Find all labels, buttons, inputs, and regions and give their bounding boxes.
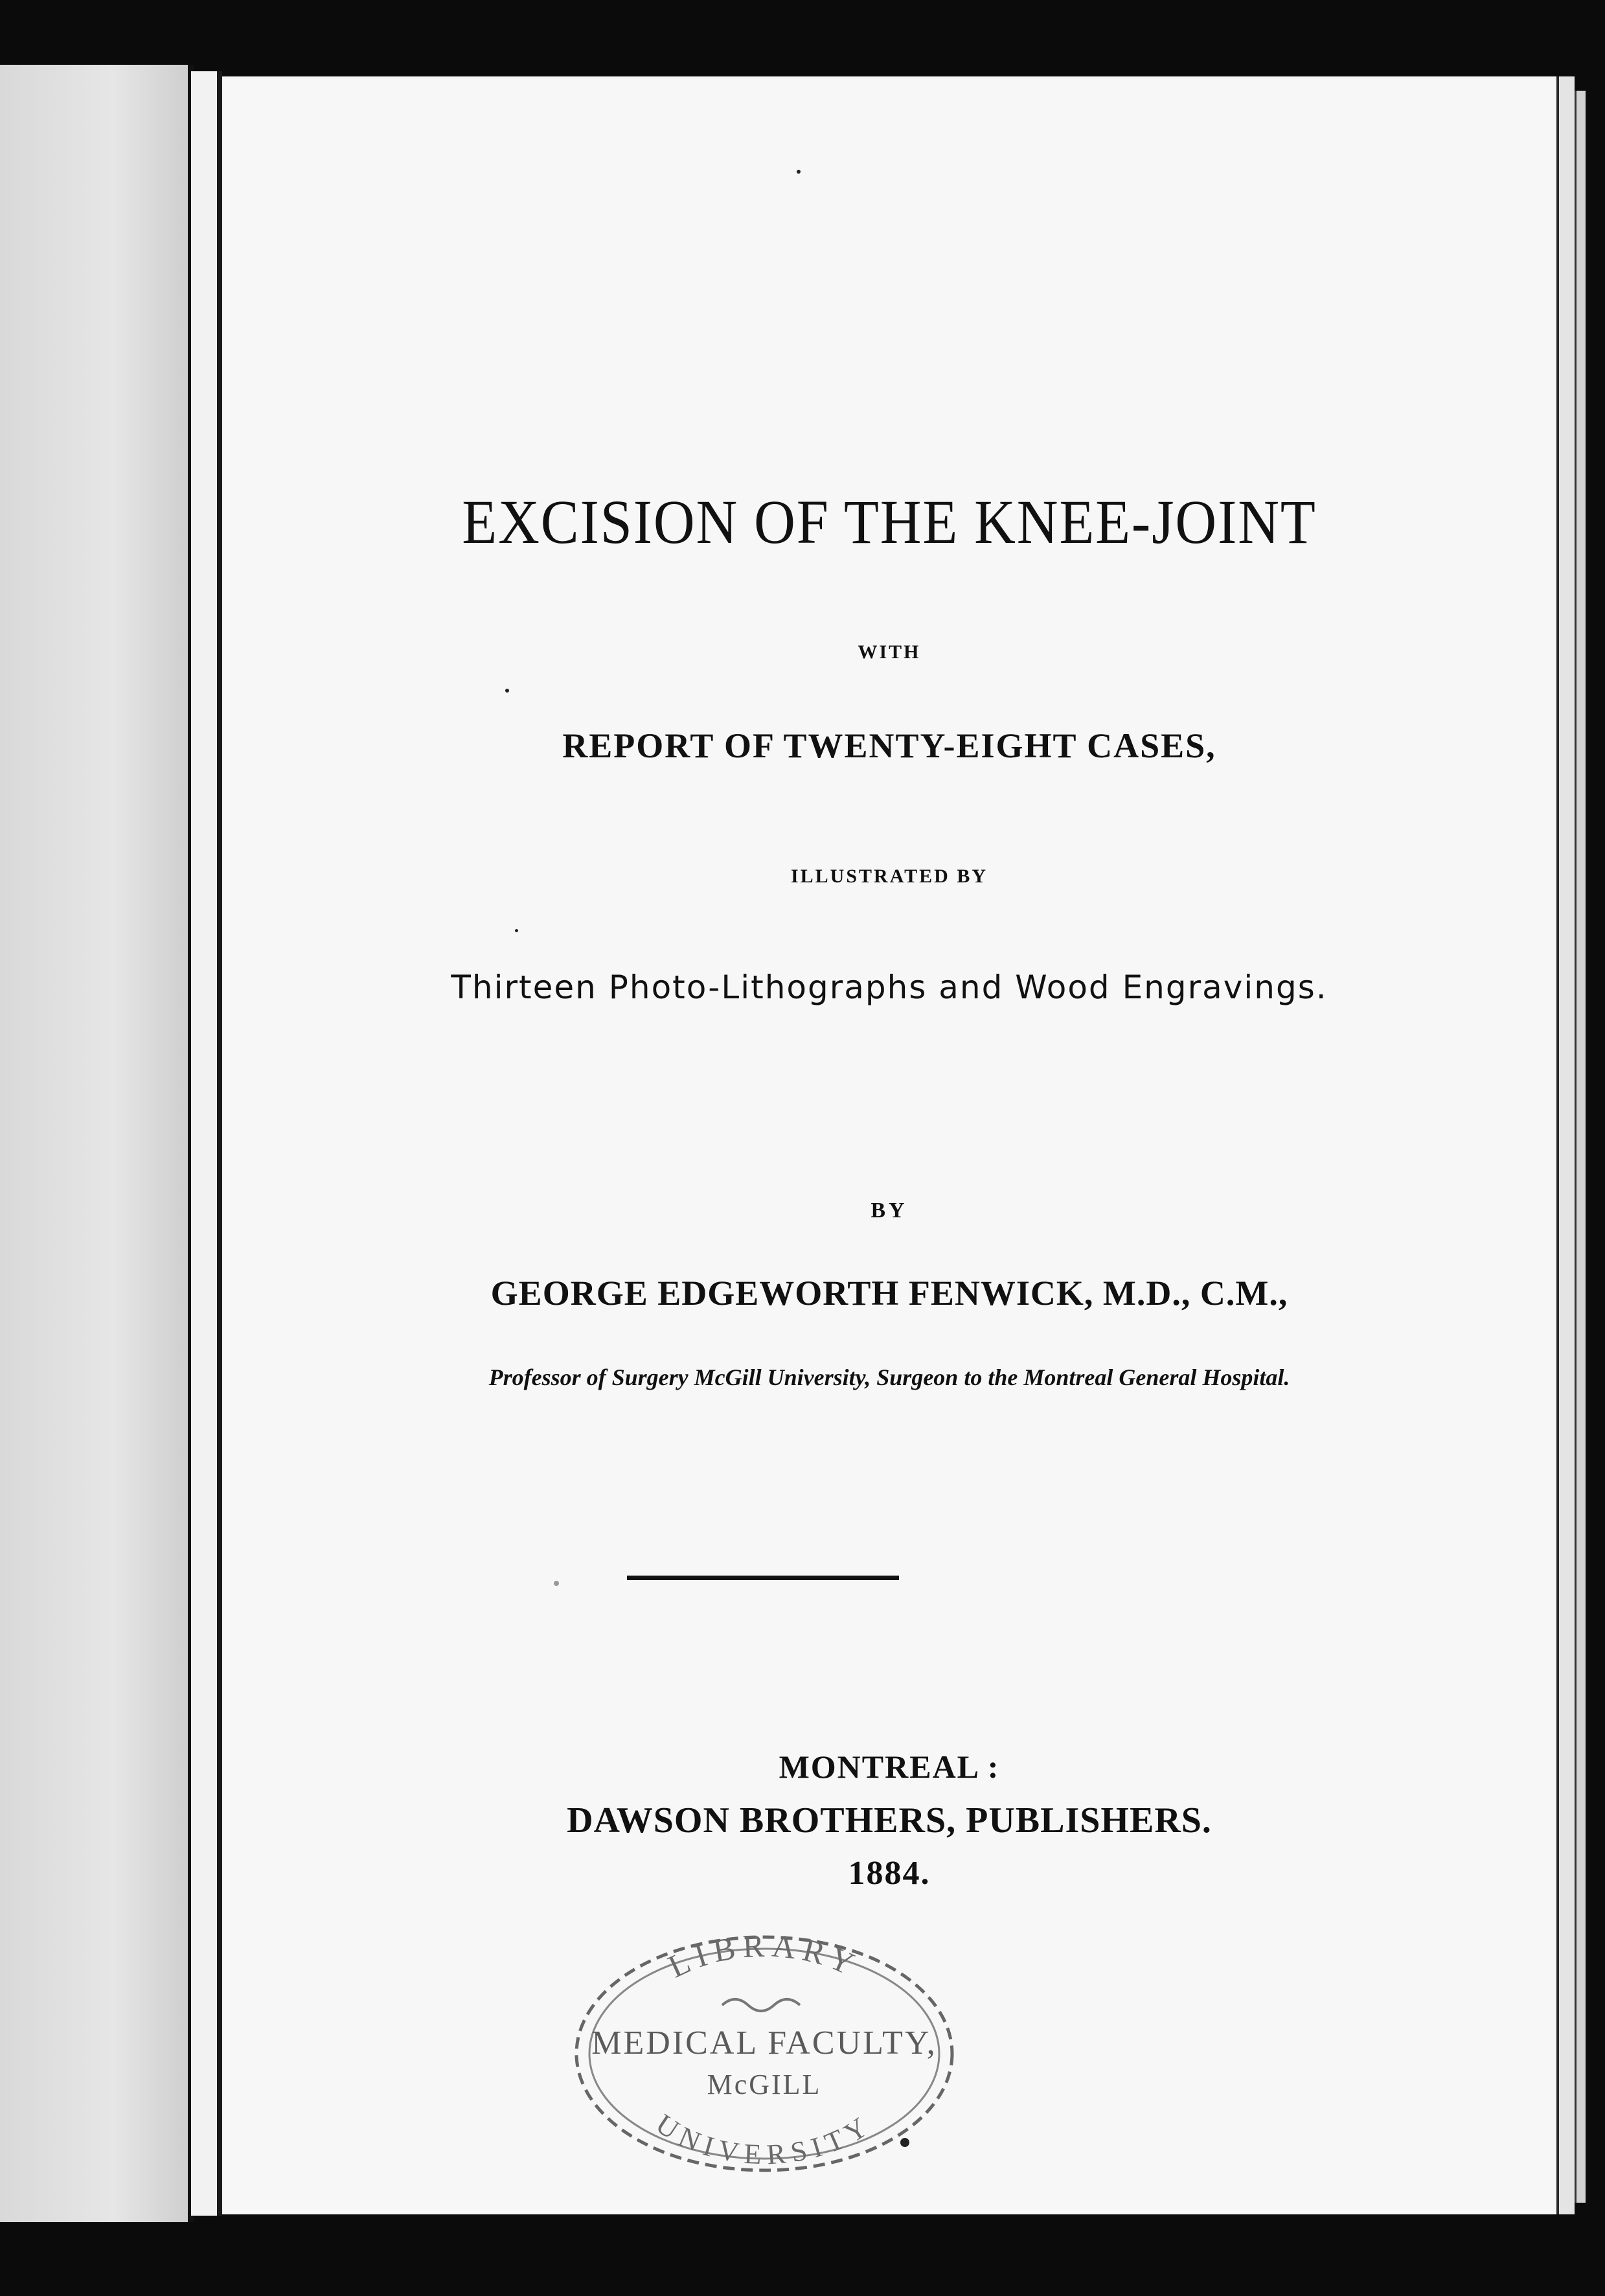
illustrated-by-line: ILLUSTRATED BY <box>790 866 988 887</box>
illustrations-line: Thirteen Photo-Lithographs and Wood Engravings. <box>451 969 1328 1006</box>
subtitle-report: REPORT OF TWENTY-EIGHT CASES, <box>562 726 1216 765</box>
stamp-text-bottom: UNIVERSITY <box>650 2107 879 2171</box>
stamp-ornament <box>722 1999 800 2011</box>
stamp-text-mcgill: McGILL <box>707 2069 822 2100</box>
binding-fold <box>191 71 222 2216</box>
print-speck <box>797 170 801 174</box>
binding-strip <box>0 65 194 2222</box>
author-affiliation: Professor of Surgery McGill University, Surgeon to the Montreal General Hospital. <box>488 1364 1290 1390</box>
print-speck <box>900 2138 909 2147</box>
with-line: WITH <box>858 641 921 663</box>
page-edge-inner <box>1575 91 1586 2203</box>
stamp-text-top: LIBRARY <box>663 1927 866 1985</box>
by-line: BY <box>871 1199 908 1223</box>
print-speck <box>515 929 518 932</box>
publication-place: MONTREAL : <box>779 1749 1000 1785</box>
library-stamp <box>557 1918 972 2177</box>
book-title: EXCISION OF THE KNEE-JOINT <box>462 487 1317 557</box>
publication-year: 1884. <box>848 1855 931 1892</box>
publisher-name: DAWSON BROTHERS, PUBLISHERS. <box>567 1800 1212 1841</box>
print-speck <box>554 1581 559 1586</box>
divider-rule <box>627 1576 899 1580</box>
page-edge <box>1556 76 1575 2214</box>
title-page <box>222 76 1556 2214</box>
print-speck <box>505 689 509 693</box>
stamp-text-middle: MEDICAL FACULTY, <box>591 2025 937 2061</box>
author-name: GEORGE EDGEWORTH FENWICK, M.D., C.M., <box>490 1274 1288 1313</box>
